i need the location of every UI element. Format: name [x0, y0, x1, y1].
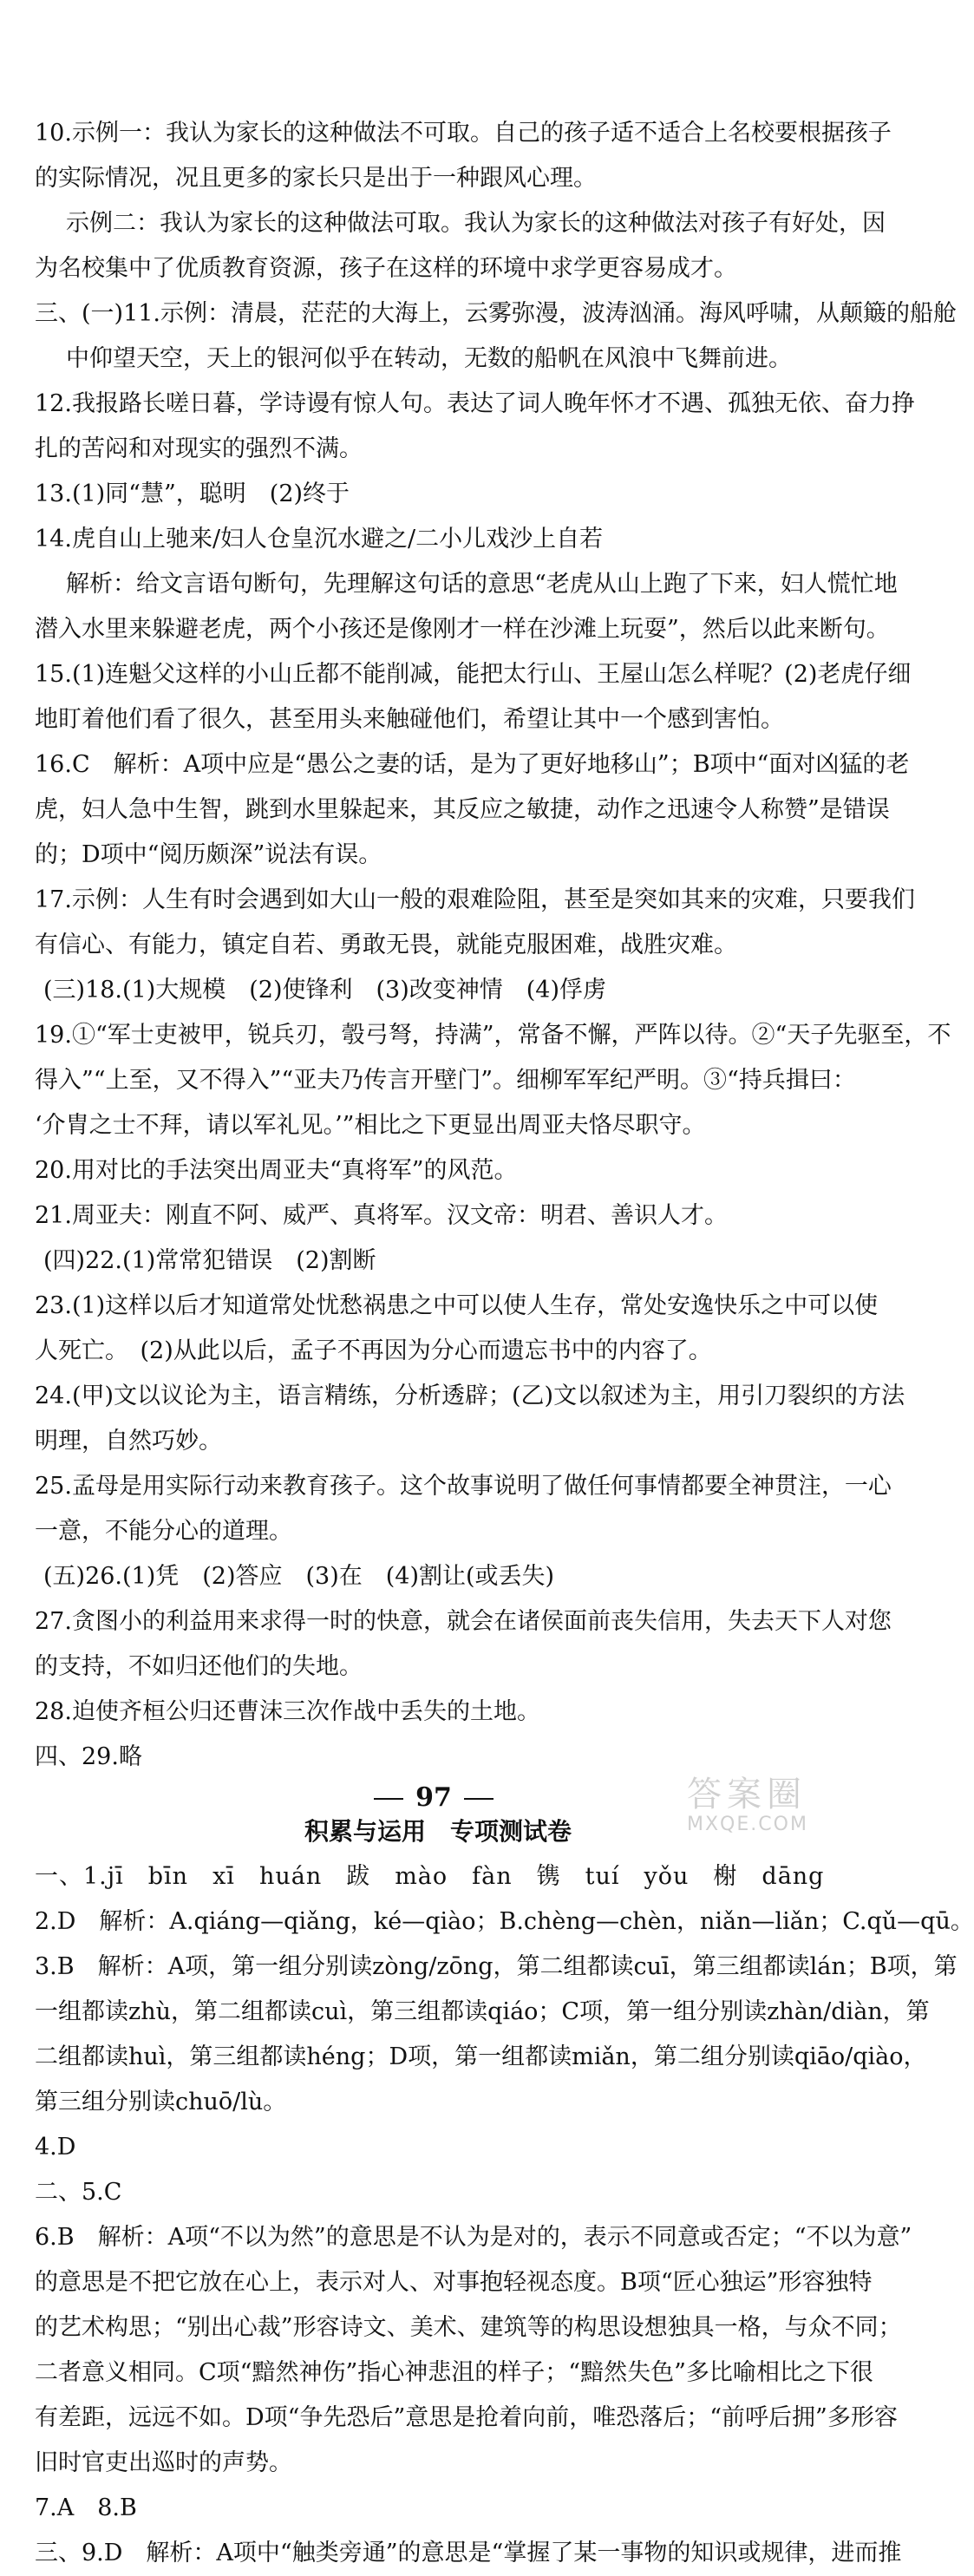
answer-line: 7.A 8.B — [35, 2494, 137, 2521]
answer-line: 解析：给文言语句断句，先理解这句话的意思“老虎从山上跑了下来，妇人慌忙地 — [66, 571, 898, 598]
answer-line: 二组都读huì，第三组都读héng；D项，第一组都读miǎn，第二组分别读qiāo/qiào， — [35, 2043, 927, 2070]
answer-line: 13.(1)同“慧”，聪明 (2)终于 — [35, 481, 350, 507]
answer-line: 23.(1)这样以后才知道常处忧愁祸患之中可以使人生存，常处安逸快乐之中可以使 — [35, 1292, 879, 1319]
watermark-logo — [687, 1775, 852, 1843]
answer-line: ‘介胄之士不拜，请以军礼见。’”相比之下更显出周亚夫恪尽职守。 — [35, 1112, 706, 1139]
dash-right — [464, 1798, 494, 1800]
section-title: 积累与运用 专项测试卷 — [304, 1817, 572, 1846]
answer-line: 一、1.jī bīn xī huán 跋 mào fàn 镌 tuí yǒu 榭 dāng — [35, 1863, 825, 1890]
dash-left — [374, 1798, 403, 1800]
answer-line: 得入”“上至，又不得入”“亚夫乃传言开壁门”。细柳军军纪严明。③“持兵揖曰： — [35, 1067, 856, 1094]
answer-content — [35, 111, 974, 2576]
answer-line: 人死亡。 (2)从此以后，孟子不再因为分心而遗忘书中的内容了。 — [35, 1337, 712, 1364]
answer-line: 一意，不能分心的道理。 — [35, 1518, 292, 1545]
answer-line: 10.示例一：我认为家长的这种做法不可取。自己的孩子适不适合上名校要根据孩子 — [35, 120, 892, 147]
answer-line: 三、(一)11.示例：清晨，茫茫的大海上，云雾弥漫，波涛汹涌。海风呼啸，从颠簸的船舱 — [35, 300, 958, 327]
answer-line: 28.迫使齐桓公归还曹沫三次作战中丢失的土地。 — [35, 1698, 540, 1725]
answer-line: 明理，自然巧妙。 — [35, 1428, 222, 1455]
answer-line: 二者意义相同。C项“黯然神伤”指心神悲沮的样子；“黯然失色”多比喻相比之下很 — [35, 2359, 873, 2386]
answer-line: 虎，妇人急中生智，跳到水里躲起来，其反应之敏捷，动作之迅速令人称赞”是错误 — [35, 796, 890, 823]
answer-line: 二、5.C — [35, 2179, 122, 2206]
answer-line: 潜入水里来躲避老虎，两个小孩还是像刚才一样在沙滩上玩耍”，然后以此来断句。 — [35, 616, 890, 643]
answer-line: 有信心、有能力，镇定自若、勇敢无畏，就能克服困难，战胜灾难。 — [35, 932, 737, 958]
answer-line: 27.贪图小的利益用来求得一时的快意，就会在诸侯面前丧失信用，失去天下人对您 — [35, 1608, 892, 1635]
answer-line: 一组都读zhù，第二组都读cuì，第三组都读qiáo；C项，第一组分别读zhàn/diàn，第 — [35, 1998, 930, 2025]
answer-line: 24.(甲)文以议论为主，语言精练，分析透辟；(乙)文以叙述为主，用引刀裂织的方法 — [35, 1383, 905, 1409]
watermark-top: 答案圈 — [687, 1775, 807, 1814]
answer-line: 地盯着他们看了很久，甚至用头来触碰他们，希望让其中一个感到害怕。 — [35, 706, 784, 733]
answer-line: 14.虎自山上驰来/妇人仓皇沉水避之/二小儿戏沙上自若 — [35, 526, 604, 552]
answer-line: 的艺术构思；“别出心裁”形容诗文、美术、建筑等的构思设想独具一格，与众不同； — [35, 2314, 902, 2341]
answer-line: 旧时官吏出巡时的声势。 — [35, 2449, 292, 2476]
answer-line: 为名校集中了优质教育资源，孩子在这样的环境中求学更容易成才。 — [35, 255, 737, 282]
answer-line: 的实际情况，况且更多的家长只是出于一种跟风心理。 — [35, 165, 597, 192]
answer-line: 有差距，远远不如。D项“争先恐后”意思是抢着向前，唯恐落后；“前呼后拥”多形容 — [35, 2404, 898, 2431]
answer-line: 示例二：我认为家长的这种做法可取。我认为家长的这种做法对孩子有好处，因 — [66, 210, 886, 237]
answer-line: 20.用对比的手法突出周亚夫“真将军”的风范。 — [35, 1157, 518, 1184]
answer-line: 19.①“军士吏被甲，锐兵刃，彀弓弩，持满”，常备不懈，严阵以待。②“天子先驱至，不 — [35, 1022, 951, 1049]
answer-line: 四、29.略 — [35, 1743, 142, 1770]
page-number-text: 97 — [415, 1782, 452, 1813]
answer-line: 中仰望天空，天上的银河似乎在转动，无数的船帆在风浪中飞舞前进。 — [66, 345, 792, 372]
answer-line: 15.(1)连魁父这样的小山丘都不能削减，能把太行山、王屋山怎么样呢？(2)老虎仔细 — [35, 661, 912, 688]
answer-line: (三)18.(1)大规模 (2)使锋利 (3)改变神情 (4)俘虏 — [43, 977, 606, 1004]
answer-line: 16.C 解析：A项中应是“愚公之妻的话，是为了更好地移山”；B项中“面对凶猛的老 — [35, 751, 910, 778]
answer-line: 三、9.D 解析：A项中“触类旁通”的意思是“掌握了某一事物的知识或规律，进而推 — [35, 2540, 902, 2566]
answer-line: (四)22.(1)常常犯错误 (2)割断 — [43, 1247, 376, 1274]
answer-line: 的意思是不把它放在心上，表示对人、对事抱轻视态度。B项“匠心独运”形容独特 — [35, 2269, 873, 2296]
answer-line: 3.B 解析：A项，第一组分别读zòng/zōng，第二组都读cuī，第三组都读lán；B项，第 — [35, 1953, 958, 1980]
watermark-bottom: MXQE.COM — [687, 1814, 808, 1835]
answer-line: (五)26.(1)凭 (2)答应 (3)在 (4)割让(或丢失) — [43, 1563, 555, 1590]
answer-line: 4.D — [35, 2134, 76, 2161]
answer-line: 25.孟母是用实际行动来教育孩子。这个故事说明了做任何事情都要全神贯注，一心 — [35, 1473, 892, 1500]
answer-line: 12.我报路长嗟日暮，学诗谩有惊人句。表达了词人晚年怀才不遇、孤独无依、奋力挣 — [35, 390, 915, 417]
answer-line: 2.D 解析：A.qiáng—qiǎng，ké—qiào；B.chèng—chèn，niǎn—liǎn；C.qǔ—qū。 — [35, 1908, 974, 1935]
answer-line: 的；D项中“阅历颇深”说法有误。 — [35, 841, 382, 868]
answer-line: 17.示例：人生有时会遇到如大山一般的艰难险阻，甚至是突如其来的灾难，只要我们 — [35, 886, 915, 913]
answer-line: 扎的苦闷和对现实的强烈不满。 — [35, 435, 363, 462]
answer-line: 第三组分别读chuō/lù。 — [35, 2089, 287, 2115]
answer-line: 的支持，不如归还他们的失地。 — [35, 1653, 363, 1680]
answer-line: 6.B 解析：A项“不以为然”的意思是不认为是对的，表示不同意或否定；“不以为意” — [35, 2224, 912, 2251]
answer-line: 21.周亚夫：刚直不阿、威严、真将军。汉文帝：明君、善识人才。 — [35, 1202, 728, 1229]
